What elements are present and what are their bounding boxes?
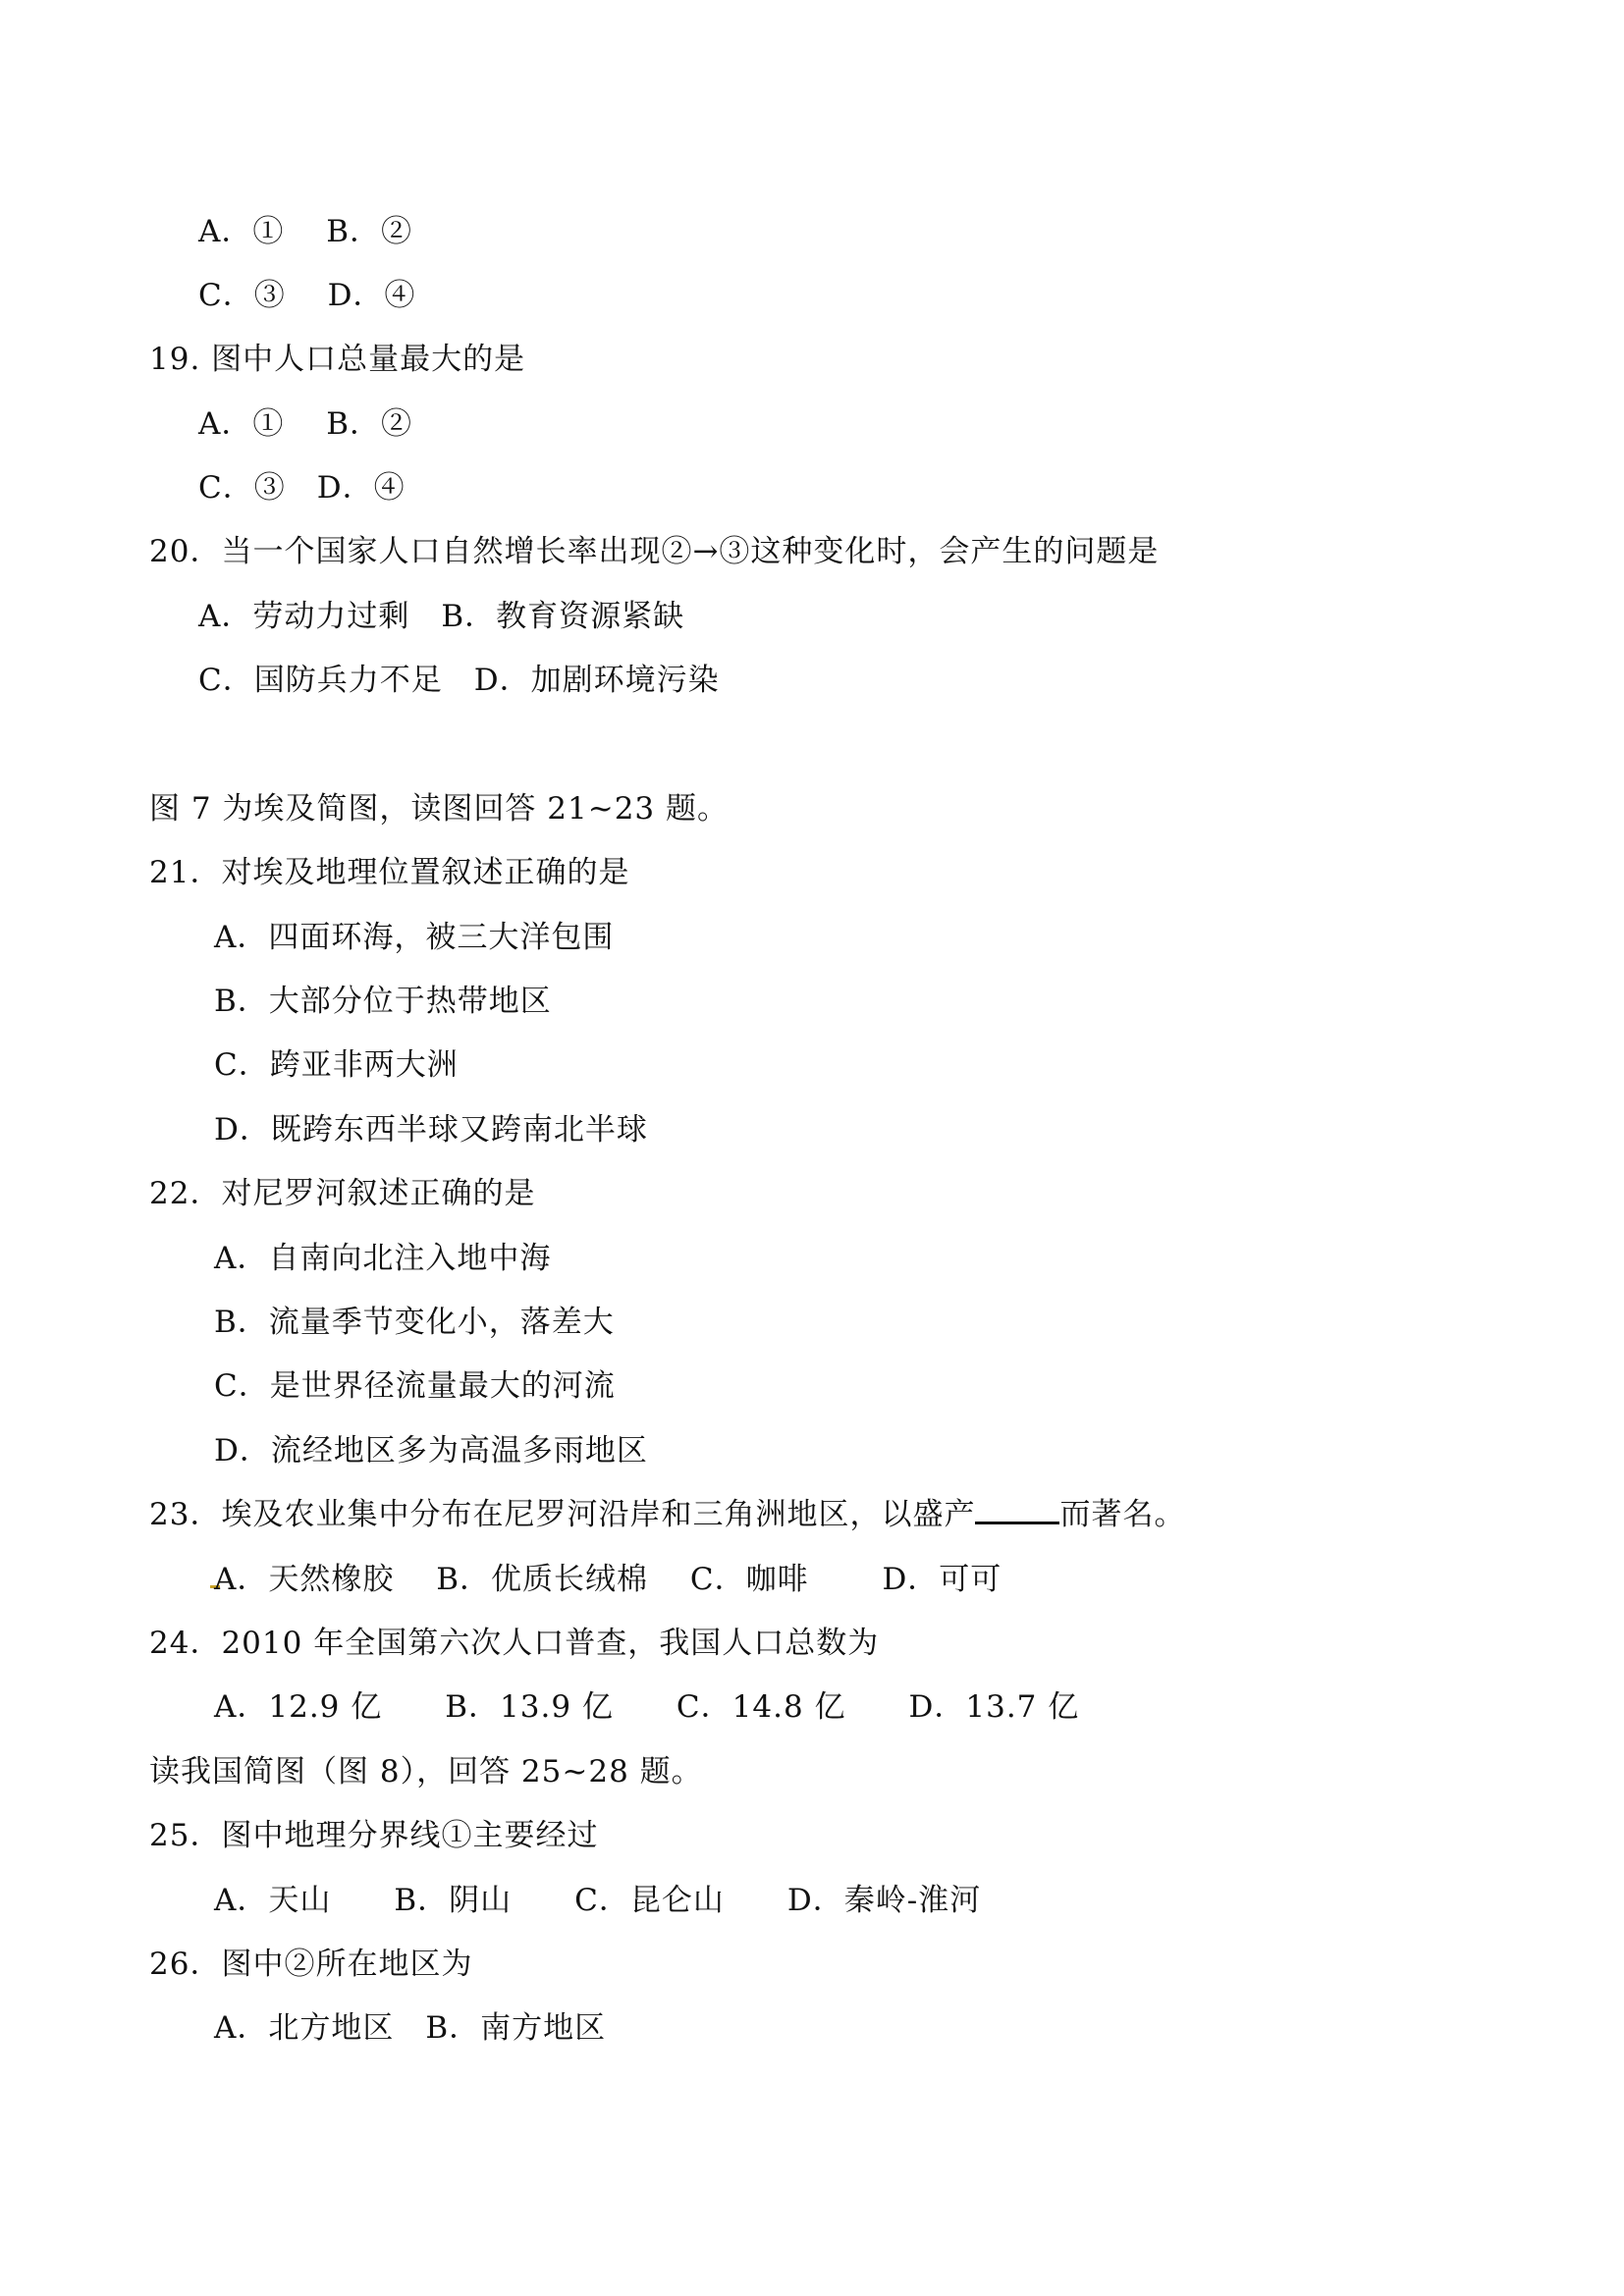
q22-stem: 22．对尼罗河叙述正确的是	[149, 1176, 536, 1211]
q24-options: A．12.9 亿 B．13.9 亿 C．14.8 亿 D．13.7 亿	[214, 1689, 1080, 1725]
q21-option-c: C．跨亚非两大洲	[214, 1047, 459, 1083]
q19-options-ab: A．① B．②	[198, 406, 413, 442]
q24-stem: 24．2010 年全国第六次人口普查，我国人口总数为	[149, 1626, 880, 1661]
q21-option-d: D．既跨东西半球又跨南北半球	[214, 1112, 648, 1148]
q22-option-c: C．是世界径流量最大的河流	[214, 1368, 616, 1404]
q20-stem: 20．当一个国家人口自然增长率出现②→③这种变化时，会产生的问题是	[149, 534, 1160, 569]
q19-options-cd: C．③ D．④	[198, 470, 406, 506]
q21-option-a: A．四面环海，被三大洋包围	[214, 920, 615, 955]
answer-blank	[975, 1496, 1059, 1524]
q21-stem: 21．对埃及地理位置叙述正确的是	[149, 855, 630, 890]
q23-stem-end: 而著名。	[1059, 1497, 1186, 1532]
q26-options: A．北方地区 B．南方地区	[214, 2010, 607, 2046]
q18-options-ab: A．① B．②	[198, 214, 413, 249]
q20-options-ab: A．劳动力过剩 B．教育资源紧缺	[198, 599, 685, 634]
q25-options: A．天山 B．阴山 C．昆仑山 D．秦岭-淮河	[214, 1883, 982, 1918]
q22-option-b: B．流量季节变化小，落差大	[214, 1305, 615, 1340]
q19-stem: 19. 图中人口总量最大的是	[149, 342, 526, 377]
q26-stem: 26．图中②所在地区为	[149, 1947, 473, 1982]
section-intro-china-map: 读我国简图（图 8），回答 25~28 题。	[149, 1754, 703, 1789]
q23-stem	[149, 1495, 1185, 1534]
q21-option-b: B．大部分位于热带地区	[214, 984, 552, 1019]
q22-option-a: A．自南向北注入地中海	[214, 1241, 552, 1276]
q20-options-cd: C．国防兵力不足 D．加剧环境污染	[198, 663, 720, 698]
q25-stem: 25．图中地理分界线①主要经过	[149, 1818, 599, 1853]
section-intro-egypt: 图 7 为埃及简图，读图回答 21~23 题。	[149, 791, 730, 827]
q18-options-cd: C．③ D．④	[198, 278, 416, 313]
q22-option-d: D．流经地区多为高温多雨地区	[214, 1433, 648, 1468]
q23-options: A．天然橡胶 B．优质长绒棉 C．咖啡 D．可可	[214, 1562, 1002, 1597]
q23-stem-text: 23．埃及农业集中分布在尼罗河沿岸和三角洲地区，以盛产	[149, 1497, 976, 1532]
